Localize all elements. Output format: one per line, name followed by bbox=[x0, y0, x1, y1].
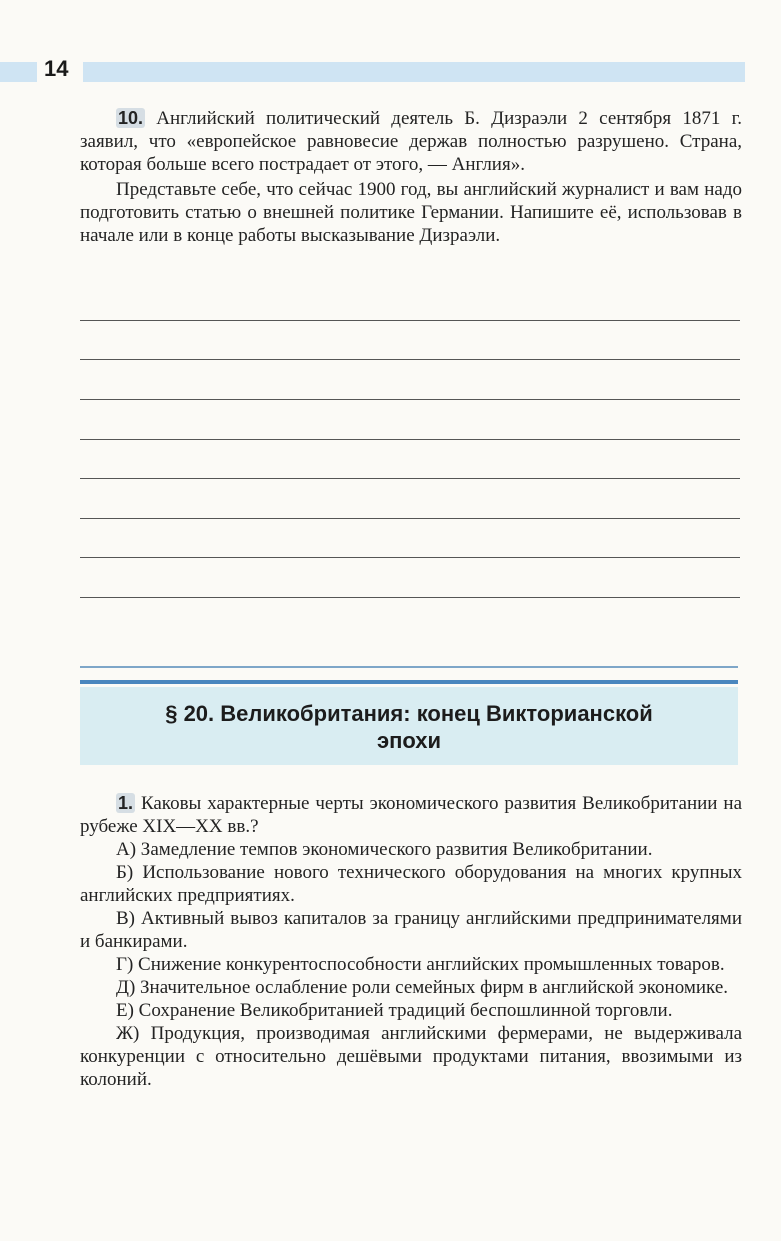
option-v[interactable]: В) Активный вывоз капиталов за границу английскими предпринимателями и банкирами. bbox=[80, 908, 742, 952]
task-10-number: 10. bbox=[118, 108, 144, 128]
answer-line-3[interactable] bbox=[80, 399, 740, 400]
answer-line-5[interactable] bbox=[80, 478, 740, 479]
page-number: 14 bbox=[44, 56, 69, 81]
section-divider-thick bbox=[80, 680, 738, 684]
answer-line-1[interactable] bbox=[80, 320, 740, 321]
section-title-line-1: § 20. Великобритания: конец Викторианской bbox=[165, 701, 653, 726]
task-10-statement bbox=[80, 107, 742, 176]
task-1-question bbox=[80, 792, 742, 838]
page-header-band bbox=[0, 62, 745, 82]
option-a[interactable]: А) Замедление темпов экономического развития Великобритании. bbox=[116, 839, 653, 860]
section-title bbox=[80, 700, 738, 754]
task-1 bbox=[80, 792, 742, 1091]
option-zh[interactable]: Ж) Продукция, производимая английскими фермерами, не выдерживала конкуренции с относительно дешёвыми продуктами питания, ввозимыми из колоний. bbox=[80, 1023, 742, 1090]
task-1-number: 1. bbox=[118, 793, 134, 813]
section-title-line-2: эпохи bbox=[376, 728, 442, 753]
answer-line-8[interactable] bbox=[80, 597, 740, 598]
option-e[interactable]: Е) Сохранение Великобританией традиций беспошлинной торговли. bbox=[116, 1000, 673, 1021]
task-10 bbox=[80, 107, 742, 247]
answer-line-6[interactable] bbox=[80, 518, 740, 519]
option-b[interactable]: Б) Использование нового технического оборудования на многих крупных английских предприятиях. bbox=[80, 862, 742, 906]
option-g[interactable]: Г) Снижение конкурентоспособности английских промышленных товаров. bbox=[116, 954, 725, 975]
section-divider-thin bbox=[80, 666, 738, 668]
answer-line-4[interactable] bbox=[80, 439, 740, 440]
option-d[interactable]: Д) Значительное ослабление роли семейных фирм в английской экономике. bbox=[116, 977, 728, 998]
task-1-question-text: Каковы характерные черты экономического развития Великобритании на рубеже XIX—XX вв.? bbox=[80, 793, 743, 837]
answer-line-7[interactable] bbox=[80, 557, 740, 558]
task-10-text: Английский политический деятель Б. Дизраэли 2 сентября 1871 г. заявил, что «европейское равновесие держав полностью разрушено. Страна, которая больше всего пострадает от этого, — Англия». bbox=[80, 108, 743, 175]
task-10-instruction: Представьте себе, что сейчас 1900 год, вы английский журналист и вам надо подготовить статью о внешней политике Германии. Напишите её, использовав в начале или в конце работы высказывание Дизраэли. bbox=[80, 179, 742, 246]
answer-line-2[interactable] bbox=[80, 359, 740, 360]
